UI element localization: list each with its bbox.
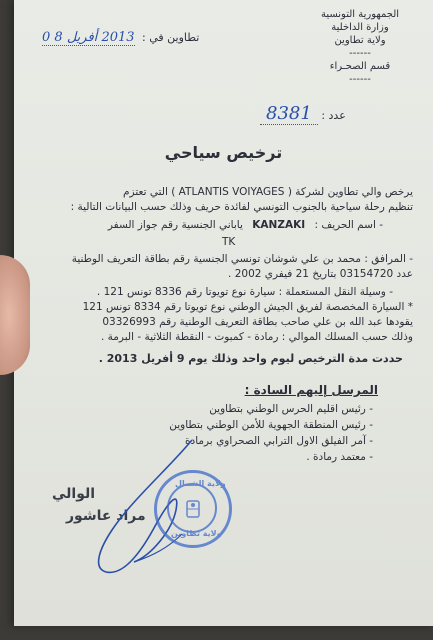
header-dash-2: ------ (349, 74, 371, 85)
header-republic: الجمهورية التونسية (320, 9, 400, 20)
ministry-header (305, 8, 415, 86)
companion-label: - المرافق : (364, 253, 413, 265)
number-label: عدد : (321, 109, 346, 122)
client-desc: ياباني الجنسية رقم جواز السفر (107, 219, 243, 231)
thumb-overlay (0, 255, 30, 375)
client-name: KANZAKI (252, 219, 306, 231)
driver-line: يقودها عبد الله بن علي صاحب بطاقة التعريف الوطنية رقم 03326993 (102, 316, 413, 328)
header-governorate: ولاية تطاوين (334, 35, 386, 46)
official-stamp (154, 470, 232, 548)
client-line (108, 219, 383, 231)
date-value: 2013 أفريل 8 0 (42, 30, 135, 45)
date-label: تطاوين في : (142, 31, 200, 44)
stamp-top-text: ولاية الشمال (175, 479, 226, 488)
companion-id: عدد 03154720 بتاريخ 21 فيفري 2002 . (228, 268, 413, 280)
governor-name: مراد عاشور (66, 508, 146, 524)
companion-desc: محمد بن علي شوشان تونسي الجنسية رقم بطاقة التعريف الوطنية (71, 253, 361, 265)
passport-number: TK (222, 236, 236, 248)
companion-line (14, 253, 413, 265)
route-line: وذلك حسب المسلك الموالي : رمادة - كمبوت - النقطة الثلاثية - البرمة . (100, 331, 413, 343)
document-title: ترخيص سياحي (164, 143, 283, 162)
reference-number (260, 103, 346, 124)
stamp-bottom-text: ولاية تطاوين (171, 529, 222, 538)
number-value: 8381 (260, 103, 318, 125)
validity-line: حددت مدة الترخيص ليوم واحد وذلك يوم 9 أفريل 2013 . (98, 352, 403, 365)
recipient-item: - معتمد رمادة . (306, 451, 373, 463)
recipient-item: - آمر الفيلق الاول الترابي الصحراوي برمادة (185, 435, 373, 447)
transport-line: - وسيلة النقل المستعملة : سيارة نوع تويوتا رقم 8336 تونس 121 . (96, 286, 393, 298)
army-car-line: * السيارة المخصصة لفريق الجيش الوطني نوع تويوتا رقم 8334 تونس 121 (82, 301, 413, 313)
header-ministry: وزارة الداخلية (331, 22, 389, 33)
recipient-item: - رئيس اقليم الحرس الوطني بتطاوين (209, 403, 373, 415)
recipient-item: - رئيس المنطقة الجهوية للأمن الوطني بتطاوين (169, 419, 373, 431)
recipients-heading: المرسل إليهم السادة : (244, 383, 378, 397)
emblem-icon (181, 497, 205, 521)
body-line-2: تنظيم رحلة سياحية بالجنوب التونسي لفائدة حريف وذلك حسب البيانات التالية : (70, 201, 413, 213)
governor-title: الوالي (52, 486, 96, 502)
header-dash-1: ------ (349, 48, 371, 59)
body-line-1: يرخص والي تطاوين لشركة ( ATLANTIS VOIYAGES ) التي تعتزم (123, 186, 413, 198)
client-label: - اسم الحريف : (314, 219, 383, 231)
header-section: قسم الصحـراء (329, 61, 391, 72)
date-line (42, 30, 199, 45)
document-page (14, 0, 433, 626)
